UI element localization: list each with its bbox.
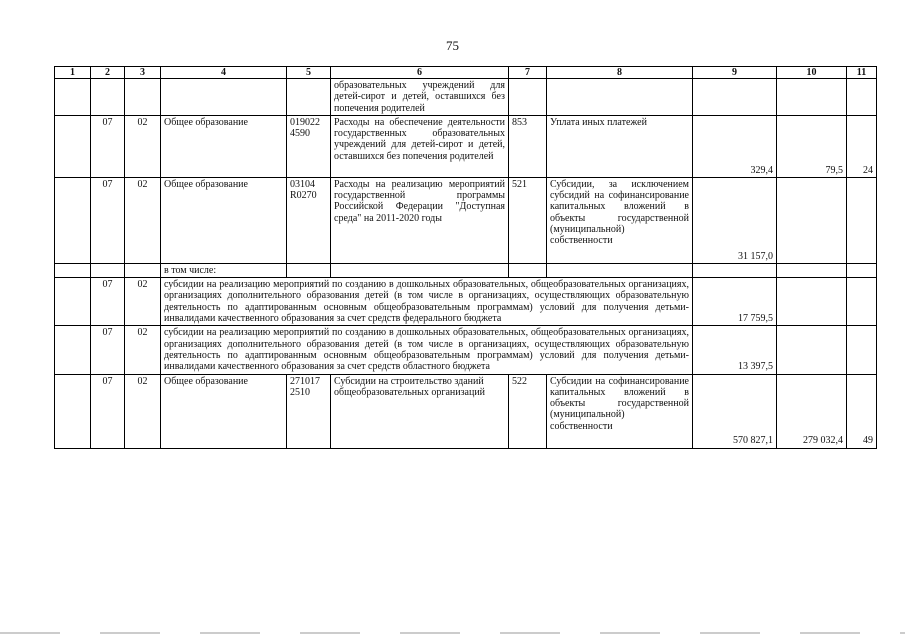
table-row — [55, 79, 877, 116]
expense-type-name: Субсидии на софинансирование капитальных вложений в объекты государственной (муниципальной) собственности — [547, 374, 693, 448]
target-article-code-part: 019022 — [290, 116, 320, 128]
cell — [547, 79, 693, 116]
cell — [125, 263, 161, 277]
cell — [847, 278, 877, 326]
page-number: 75 — [446, 38, 459, 53]
amount — [777, 177, 847, 263]
table-row — [55, 326, 877, 374]
cell — [509, 79, 547, 116]
cell — [777, 278, 847, 326]
expense-description: образовательных учреждений для детей-сирот и детей, оставшихся без попечения родителей — [331, 79, 509, 116]
subsidy-description: субсидии на реализацию мероприятий по созданию в дошкольных образовательных, общеобразовательных организациях, организациях дополнительного образования детей (в том числе в организациях, осуществляющих образовательную деятельность по адаптированным основным общеобразовательным программам) условий для получения детьми-инвалидами качественного образования за счет средств федерального бюджета — [161, 278, 693, 326]
column-header: 4 — [161, 67, 287, 79]
amount — [847, 177, 877, 263]
table-row — [55, 115, 877, 177]
subsection-code: 02 — [125, 278, 161, 326]
amount: 17 759,5 — [693, 278, 777, 326]
header-row — [55, 67, 877, 79]
cell — [847, 263, 877, 277]
expense-type-name: Субсидии, за исключением субсидий на софинансирование капитальных вложений в объекты государственной (муниципальной) собственности — [547, 177, 693, 263]
expense-type-code: 853 — [509, 115, 547, 177]
column-header: 1 — [55, 67, 91, 79]
target-article-code — [287, 177, 331, 263]
cell — [509, 263, 547, 277]
cell — [55, 79, 91, 116]
scan-artifact-line — [0, 632, 905, 634]
subsection-code: 02 — [125, 115, 161, 177]
target-article-code — [287, 115, 331, 177]
column-header: 3 — [125, 67, 161, 79]
amount: 13 397,5 — [693, 326, 777, 374]
column-header: 11 — [847, 67, 877, 79]
section-code: 07 — [91, 374, 125, 448]
column-header: 10 — [777, 67, 847, 79]
subsidy-description: субсидии на реализацию мероприятий по созданию в дошкольных образовательных, общеобразовательных организациях, организациях дополнительного образования детей (в том числе в организациях, осуществляющих образовательную деятельность по адаптированным основным общеобразовательным программам) условий для получения детьми-инвалидами качественного образования за счет средств областного бюджета — [161, 326, 693, 374]
cell — [287, 79, 331, 116]
expense-description: Расходы на реализацию мероприятий государственной программы Российской Федерации "Доступная среда" на 2011-2020 годы — [331, 177, 509, 263]
amount: 570 827,1 — [693, 374, 777, 448]
cell — [125, 79, 161, 116]
section-code: 07 — [91, 278, 125, 326]
target-article-code — [287, 374, 331, 448]
column-header: 5 — [287, 67, 331, 79]
subsection-code: 02 — [125, 177, 161, 263]
cell — [331, 263, 509, 277]
cell — [847, 326, 877, 374]
target-article-code-part: 2510 — [290, 386, 310, 398]
cell — [547, 263, 693, 277]
column-header: 9 — [693, 67, 777, 79]
cell — [693, 263, 777, 277]
expense-type-code: 522 — [509, 374, 547, 448]
cell — [287, 263, 331, 277]
cell — [55, 326, 91, 374]
table-row — [55, 177, 877, 263]
column-header: 7 — [509, 67, 547, 79]
column-header: 8 — [547, 67, 693, 79]
section-code: 07 — [91, 326, 125, 374]
amount: 24 — [847, 115, 877, 177]
column-header: 6 — [331, 67, 509, 79]
cell — [55, 115, 91, 177]
amount: 49 — [847, 374, 877, 448]
table-row — [55, 263, 877, 277]
cell — [55, 278, 91, 326]
amount: 329,4 — [693, 115, 777, 177]
cell — [91, 79, 125, 116]
cell — [847, 79, 877, 116]
expense-description: Расходы на обеспечение деятельности государственных образовательных учреждений для детей-сирот и детей, оставшихся без попечения родителей — [331, 115, 509, 177]
subsection-code: 02 — [125, 374, 161, 448]
section-code: 07 — [91, 115, 125, 177]
amount: 79,5 — [777, 115, 847, 177]
section-code: 07 — [91, 177, 125, 263]
cell — [55, 374, 91, 448]
cell — [55, 177, 91, 263]
target-article-code-part: 4590 — [290, 128, 310, 140]
expense-description: Субсидии на строительство зданий общеобразовательных организаций — [331, 374, 509, 448]
cell — [777, 263, 847, 277]
amount: 31 157,0 — [693, 177, 777, 263]
subsection-name: Общее образование — [161, 115, 287, 177]
cell — [693, 79, 777, 116]
column-header: 2 — [91, 67, 125, 79]
table-row — [55, 278, 877, 326]
table-row — [55, 374, 877, 448]
target-article-code-part: 03104 — [290, 178, 315, 190]
cell — [777, 79, 847, 116]
subsection-name: Общее образование — [161, 177, 287, 263]
cell — [91, 263, 125, 277]
cell — [55, 263, 91, 277]
target-article-code-part: R0270 — [290, 190, 317, 202]
subsection-code: 02 — [125, 326, 161, 374]
including-label: в том числе: — [161, 263, 287, 277]
subsection-name: Общее образование — [161, 374, 287, 448]
cell — [777, 326, 847, 374]
expense-type-code: 521 — [509, 177, 547, 263]
expense-type-name: Уплата иных платежей — [547, 115, 693, 177]
cell — [161, 79, 287, 116]
target-article-code-part: 271017 — [290, 375, 320, 387]
amount: 279 032,4 — [777, 374, 847, 448]
budget-table — [54, 66, 877, 449]
